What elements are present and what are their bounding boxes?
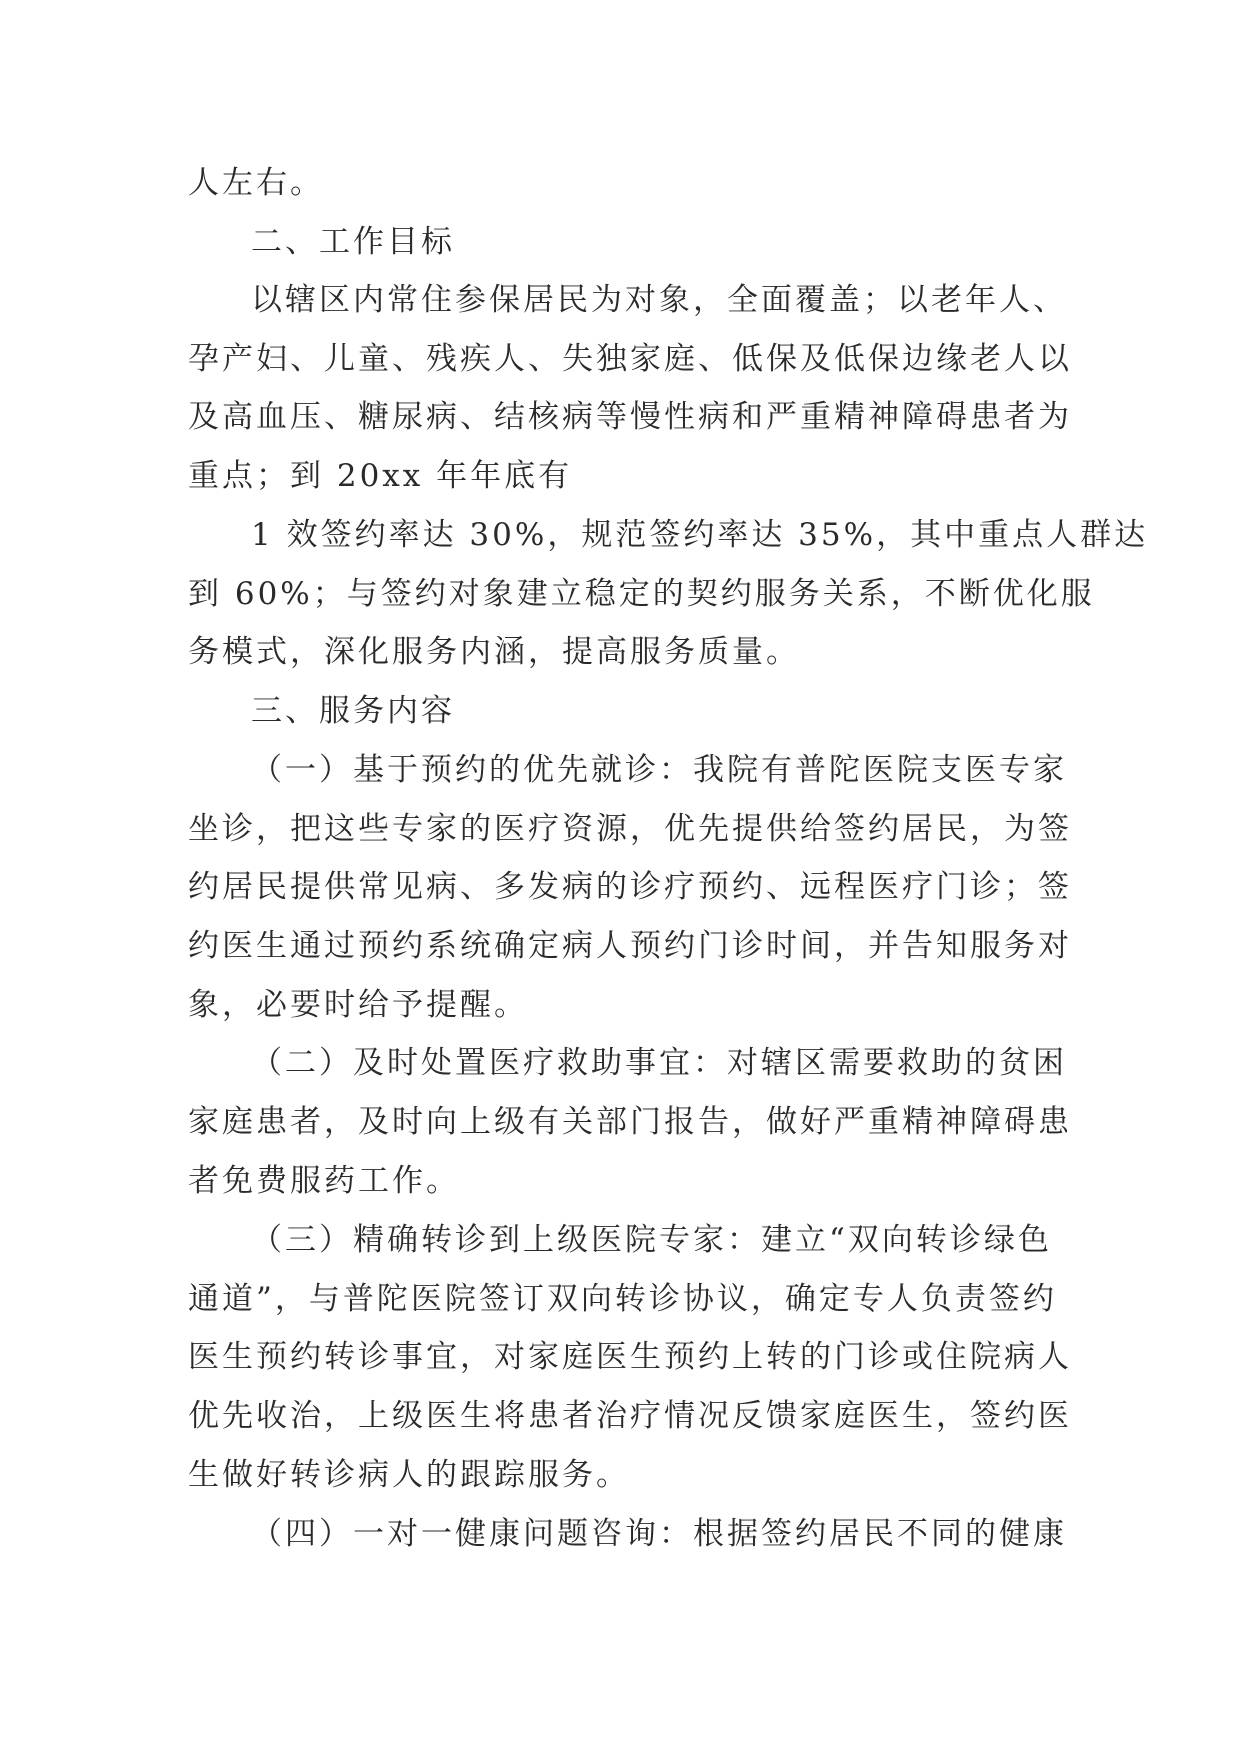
text-line: 约居民提供常见病、多发病的诊疗预约、远程医疗门诊；签	[188, 869, 1072, 905]
text-line: （二）及时处置医疗救助事宜：对辖区需要救助的贫困	[251, 1045, 1067, 1081]
text-line: 优先收治，上级医生将患者治疗情况反馈家庭医生，签约医	[188, 1398, 1072, 1434]
text-line: 通道”，与普陀医院签订双向转诊协议，确定专人负责签约	[188, 1281, 1057, 1317]
text-line: 坐诊，把这些专家的医疗资源，优先提供给签约居民，为签	[188, 811, 1072, 847]
section-heading: 二、工作目标	[251, 224, 455, 260]
text-line: 约医生通过预约系统确定病人预约门诊时间，并告知服务对	[188, 928, 1072, 964]
text-line: 生做好转诊病人的跟踪服务。	[188, 1457, 630, 1493]
text-line: 重点；到 20xx 年年底有	[188, 458, 573, 494]
text-line: 1 效签约率达 30%，规范签约率达 35%，其中重点人群达	[251, 517, 1149, 553]
text-line: 及高血压、糖尿病、结核病等慢性病和严重精神障碍患者为	[188, 399, 1072, 435]
text-line: （四）一对一健康问题咨询：根据签约居民不同的健康	[251, 1516, 1067, 1552]
text-line: 象，必要时给予提醒。	[188, 987, 528, 1023]
text-line: 孕产妇、儿童、残疾人、失独家庭、低保及低保边缘老人以	[188, 341, 1072, 377]
text-line: （一）基于预约的优先就诊：我院有普陀医院支医专家	[251, 752, 1067, 788]
text-line: 医生预约转诊事宜，对家庭医生预约上转的门诊或住院病人	[188, 1339, 1072, 1375]
text-line: 家庭患者，及时向上级有关部门报告，做好严重精神障碍患	[188, 1104, 1072, 1140]
text-line: 到 60%；与签约对象建立稳定的契约服务关系，不断优化服	[188, 576, 1095, 612]
section-heading: 三、服务内容	[251, 693, 455, 729]
text-line: 务模式，深化服务内涵，提高服务质量。	[188, 634, 800, 670]
text-line: 以辖区内常住参保居民为对象，全面覆盖；以老年人、	[251, 282, 1067, 318]
text-line: 者免费服药工作。	[188, 1163, 460, 1199]
text-line: （三）精确转诊到上级医院专家：建立“双向转诊绿色	[251, 1222, 1052, 1258]
text-line: 人左右。	[188, 165, 324, 201]
